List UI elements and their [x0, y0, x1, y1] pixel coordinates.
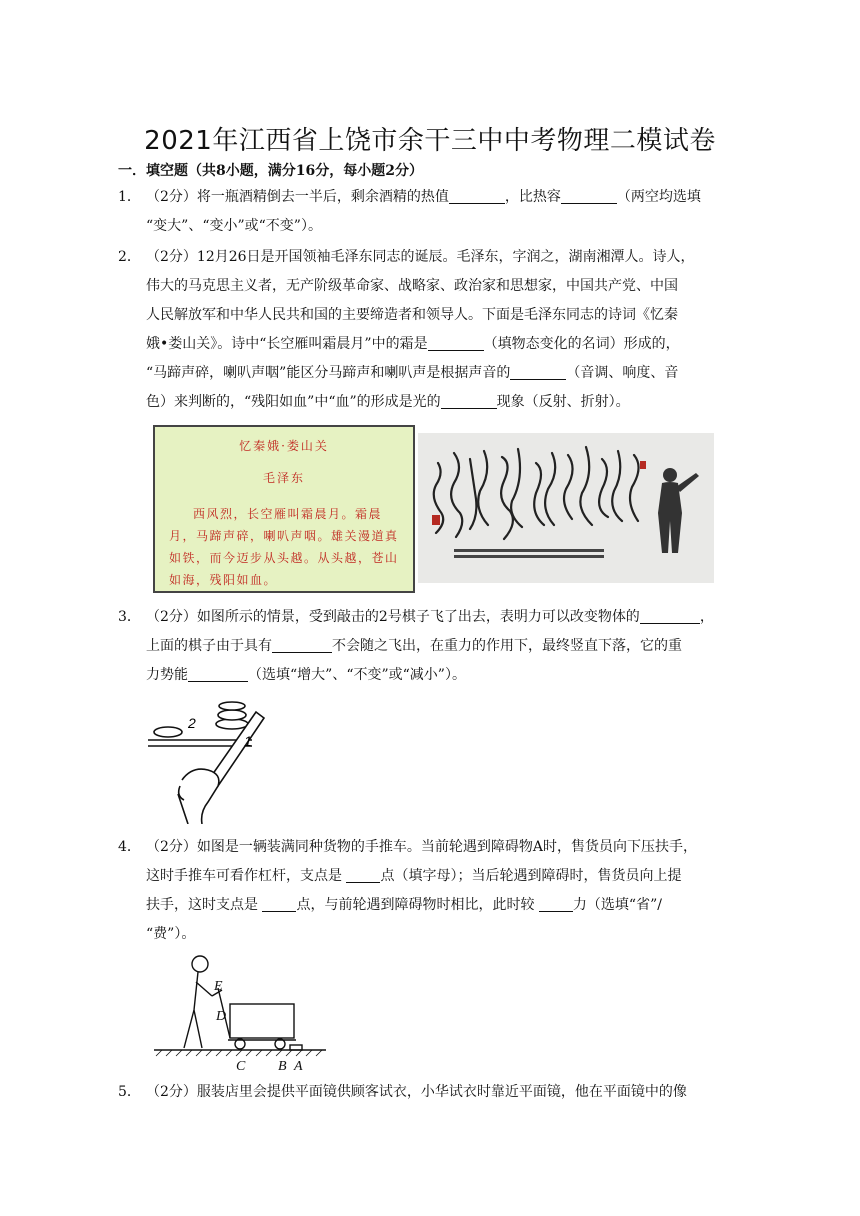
figure-label-C: C	[236, 1059, 246, 1074]
figure-label-A: A	[294, 1059, 303, 1074]
answer-blank[interactable]	[561, 187, 617, 204]
question-text: 上面的棋子由于具有	[146, 638, 272, 654]
question-text: 伟大的马克思主义者，无产阶级革命家、战略家、政治家和思想家，中国共产党、中国	[146, 278, 678, 294]
question-text: 点（填字母）；当后轮遇到障碍时，售货员向上提	[380, 868, 682, 884]
question-text: ，	[699, 609, 714, 625]
question-text: ，比热容	[504, 189, 561, 205]
question-text: 人民解放军和中华人民共和国的主要缔造者和领导人。下面是毛泽东同志的诗词《忆秦	[146, 307, 678, 323]
question-text: （2分）如图是一辆装满同种货物的手推车。当前轮遇到障碍物A时，售货员向下压扶手，	[146, 839, 698, 855]
figure-label-E: E	[214, 979, 223, 994]
question-text: （2分）12月26日是开国领袖毛泽东同志的诞辰。毛泽东，字润之，湖南湘潭人。诗人，	[146, 249, 695, 265]
answer-blank[interactable]	[539, 895, 573, 912]
answer-blank[interactable]	[272, 636, 332, 653]
question-1	[118, 183, 736, 241]
question-text: “马蹄声碎，喇叭声咽”能区分马蹄声和喇叭声是根据声音的	[146, 365, 511, 381]
chess-pieces-figure	[148, 694, 268, 824]
question-text: “费”）。	[146, 926, 196, 942]
question-3	[118, 603, 736, 690]
question-text: （填物态变化的名词）形成的，	[483, 336, 680, 352]
question-text: （2分）如图所示的情景，受到敲击的2号棋子飞了出去，表明力可以改变物体的	[146, 609, 640, 625]
question-text: 色）来判断的，“残阳如血”中“血”的形成是光的	[146, 394, 441, 410]
poem-title: 忆秦娥·娄山关	[239, 439, 329, 453]
question-text: 娥•娄山关》。诗中“长空雁叫霜晨月”中的霜是	[146, 336, 428, 352]
figure-label-1: 1	[244, 733, 252, 749]
figure-label-B: B	[278, 1059, 287, 1074]
question-number: 4．	[118, 839, 141, 855]
answer-blank[interactable]	[441, 392, 497, 409]
figure-label-D: D	[216, 1009, 227, 1024]
poem-author: 毛泽东	[262, 471, 305, 485]
answer-blank[interactable]	[428, 334, 484, 351]
question-text: “变大”、“变小”或“不变”）。	[146, 218, 322, 234]
question-text: 点，与前轮遇到障碍物时相比，此时较	[296, 897, 539, 913]
question-text: （2分）将一瓶酒精倒去一半后，剩余酒精的热值	[146, 189, 449, 205]
question-text: 力势能	[146, 667, 188, 683]
question-text: 力（选填“省”/	[572, 897, 662, 913]
calligraphy-image	[418, 433, 714, 583]
question-text: （两空均选填	[616, 189, 701, 205]
question-text: （音调、响度、音	[566, 365, 679, 381]
question-number: 5．	[118, 1084, 141, 1100]
question-text: 不会随之飞出，在重力的作用下，最终竖直下落，它的重	[332, 638, 682, 654]
question-number: 2．	[118, 249, 141, 265]
question-5	[118, 1078, 736, 1107]
answer-blank[interactable]	[640, 607, 700, 624]
poem-image	[153, 425, 415, 593]
question-number: 1．	[118, 189, 141, 205]
question-text: （2分）服装店里会提供平面镜供顾客试衣，小华试衣时靠近平面镜，他在平面镜中的像	[146, 1084, 687, 1100]
question-4	[118, 833, 736, 949]
answer-blank[interactable]	[188, 665, 248, 682]
answer-blank[interactable]	[262, 895, 296, 912]
poem-body: 西风烈，长空雁叫霜晨月。霜晨月，马蹄声碎，喇叭声咽。雄关漫道真如铁，而今迈步从头越。从头越，苍山如海，残阳如血。	[169, 507, 399, 587]
cart-figure	[150, 952, 330, 1074]
question-text: 这时手推车可看作杠杆，支点是	[146, 868, 347, 884]
question-text: 现象（反射、折射）。	[496, 394, 630, 410]
question-2	[118, 243, 736, 417]
section-heading: 一．填空题（共8小题，满分16分，每小题2分）	[118, 163, 423, 179]
question-number: 3．	[118, 609, 141, 625]
answer-blank[interactable]	[510, 363, 566, 380]
question-text: （选填“增大”、“不变”或“减小”）。	[248, 667, 466, 683]
page-title: 2021年江西省上饶市余干三中中考物理二模试卷	[144, 126, 716, 156]
question-text: 扶手，这时支点是	[146, 897, 263, 913]
figure-label-2: 2	[188, 715, 196, 731]
answer-blank[interactable]	[449, 187, 505, 204]
answer-blank[interactable]	[346, 866, 380, 883]
